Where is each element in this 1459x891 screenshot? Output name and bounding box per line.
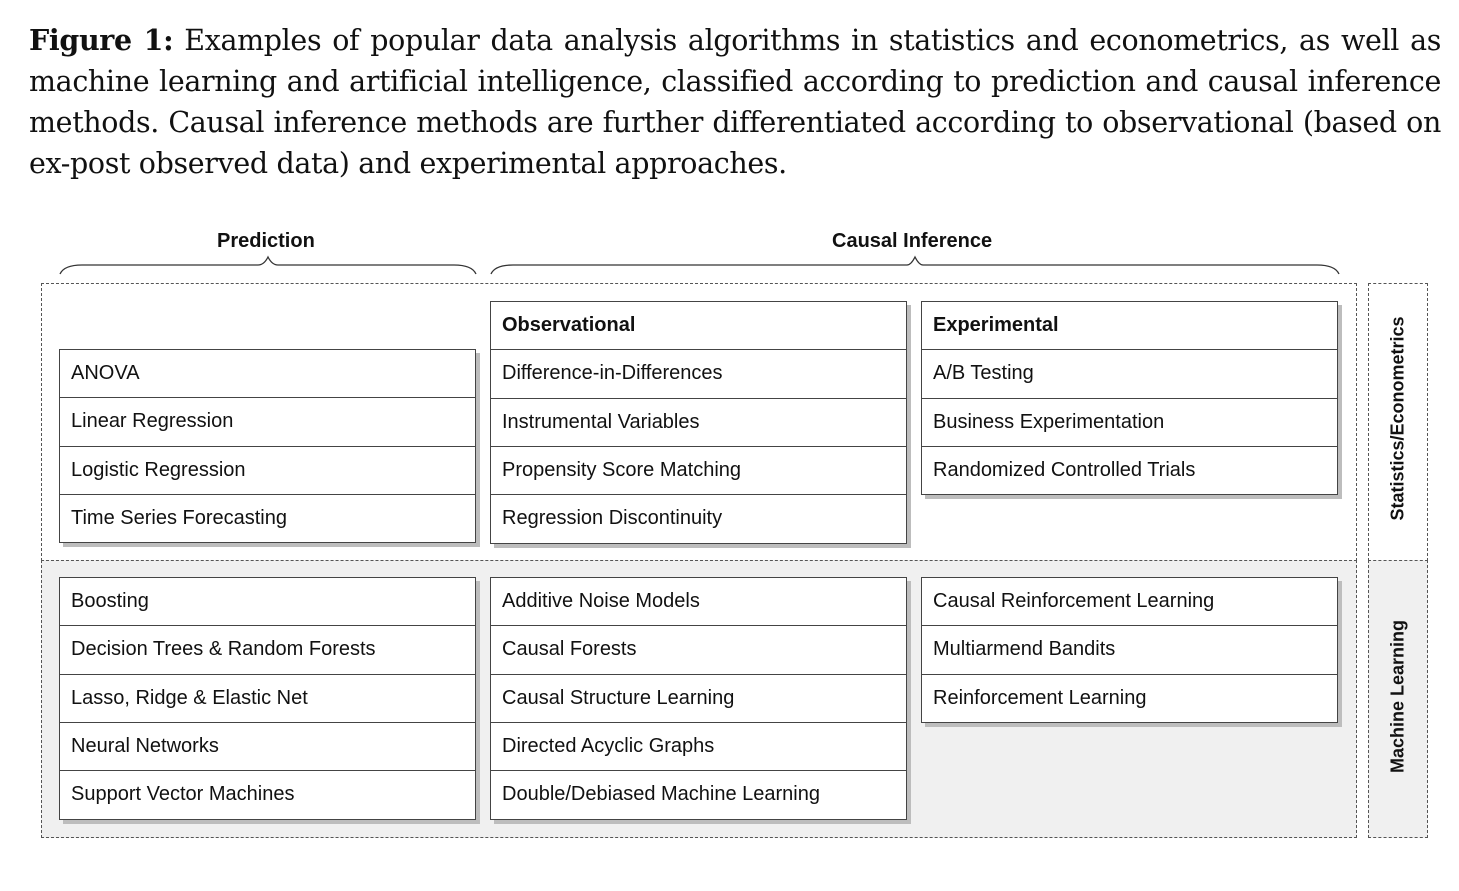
row-label-ml: Machine Learning — [1387, 619, 1408, 774]
ml-prediction-box — [59, 577, 476, 820]
list-item: Randomized Controlled Trials — [933, 458, 1196, 481]
brace-causal-icon — [489, 254, 1341, 276]
stats-prediction-box — [59, 349, 476, 543]
list-item: Boosting — [60, 578, 475, 626]
header-prediction: Prediction — [217, 230, 315, 252]
figure-caption — [29, 20, 1441, 184]
stats-experimental-box — [921, 301, 1338, 495]
header-causal-inference: Causal Inference — [832, 230, 993, 252]
experimental-header: Experimental — [922, 302, 1337, 350]
list-item: Directed Acyclic Graphs — [491, 723, 906, 771]
list-item: Multiarmend Bandits — [922, 626, 1337, 674]
observational-header: Observational — [491, 302, 906, 350]
list-item: Decision Trees & Random Forests — [60, 626, 475, 674]
list-item: Causal Structure Learning — [491, 675, 906, 723]
list-item: Additive Noise Models — [491, 578, 906, 626]
list-item: Propensity Score Matching — [491, 447, 906, 495]
list-item: Instrumental Variables — [491, 399, 906, 447]
caption-text: Examples of popular data analysis algorithms in statistics and econometrics, as well as machine learning and artificial intelligence, classified according to prediction and causal inference methods. Causal inference methods are further differentiated according to observational (based on ex-post observed data) and experimental approaches. — [29, 24, 1441, 180]
ml-observational-box — [490, 577, 907, 820]
list-item: Business Experimentation — [922, 399, 1337, 447]
list-item: Regression Discontinuity — [502, 507, 723, 530]
list-item: Causal Reinforcement Learning — [922, 578, 1337, 626]
brace-prediction-icon — [58, 254, 478, 276]
list-item: Causal Forests — [491, 626, 906, 674]
row-label-stats: Statistics/Econometrics — [1387, 316, 1408, 521]
list-item: Double/Debiased Machine Learning — [502, 783, 820, 806]
figure-label: Figure 1: — [29, 23, 174, 57]
list-item: ANOVA — [60, 350, 475, 398]
list-item: Neural Networks — [60, 723, 475, 771]
list-item: A/B Testing — [922, 350, 1337, 398]
list-item: Time Series Forecasting — [71, 506, 287, 529]
list-item: Logistic Regression — [60, 447, 475, 495]
list-item: Lasso, Ridge & Elastic Net — [60, 675, 475, 723]
list-item: Support Vector Machines — [71, 783, 295, 806]
list-item: Linear Regression — [60, 398, 475, 446]
list-item: Reinforcement Learning — [933, 686, 1147, 709]
ml-experimental-box — [921, 577, 1338, 723]
list-item: Difference-in-Differences — [491, 350, 906, 398]
stats-observational-box — [490, 301, 907, 544]
